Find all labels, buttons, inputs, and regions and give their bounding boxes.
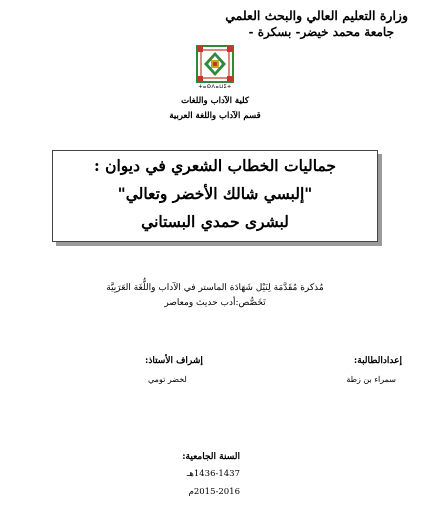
department-name: قسم الآداب واللغة العربية (169, 111, 261, 121)
thesis-title-box (52, 150, 378, 242)
university-seal-icon (195, 44, 235, 84)
ministry-name: وزارة التعليم العالي والبحث العلمي (225, 8, 408, 23)
academic-year-hijri: 1436-1437هـ (186, 469, 240, 479)
thesis-title-line-2: "إلبسي شالك الأخضر وتعالي" (117, 184, 313, 203)
supervisor-name: لخضر تومي (148, 375, 187, 384)
supervisor-label: إشراف الأستاذ: (145, 356, 203, 366)
seal-caption: ⵜⴰⵙⴷⴰⵡⵉⵜ (198, 84, 232, 90)
thesis-title-line-3: لبشرى حمدي البستاني (141, 212, 289, 231)
faculty-name: كلية الآداب واللغات (181, 96, 249, 106)
memo-description: مُذكرة مُقَدَّمَة لِنَيْل شَهَادَة الماستر في الآداب واللُّغَة العَرَبِيَّة (106, 283, 324, 293)
prepared-by-label: إعدادالطالبة: (353, 356, 402, 366)
academic-year-gregorian: 2015-2016م (188, 487, 240, 497)
student-name: سمراء بن زطة (346, 375, 396, 384)
thesis-title-line-1: جماليات الخطاب الشعري في ديوان : (93, 156, 336, 175)
academic-year-label: السنة الجامعية: (182, 452, 240, 462)
specialization: تَخَصُّص:أدب حديث ومعاصر (164, 298, 266, 308)
university-name: جامعة محمد خيضر- بسكرة - (248, 25, 394, 39)
